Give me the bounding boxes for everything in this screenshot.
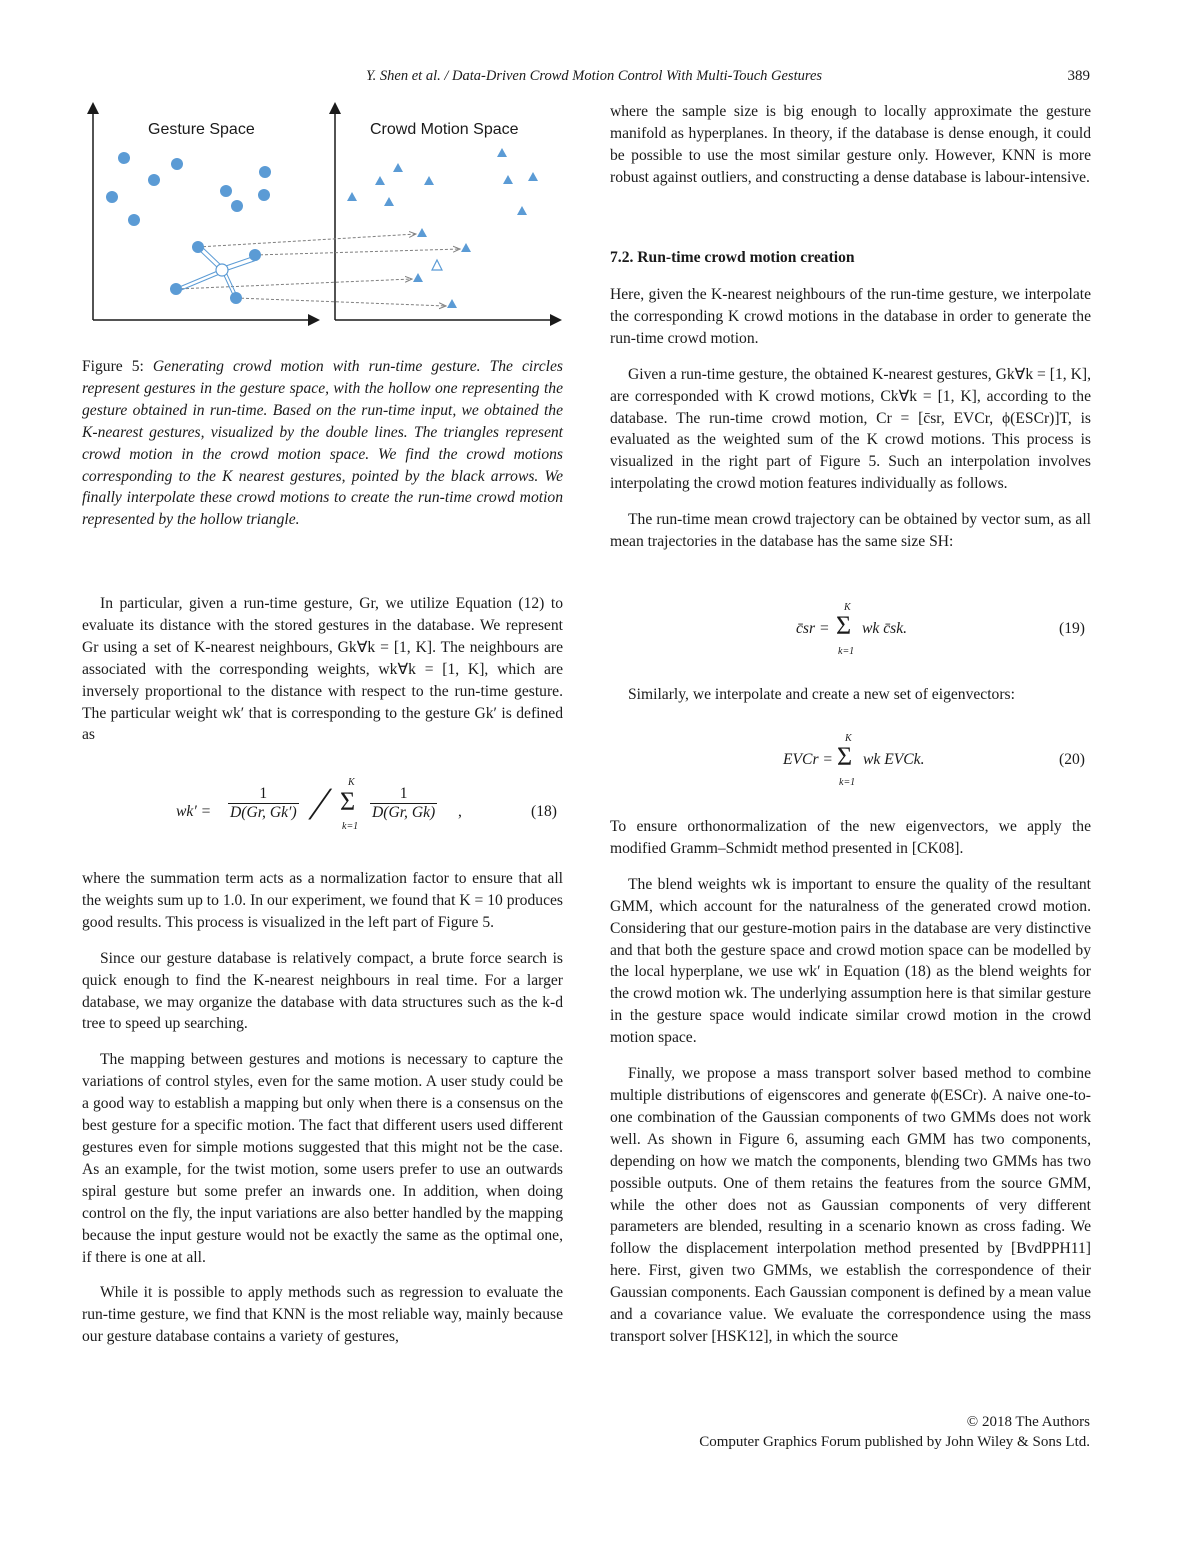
equation-20: [783, 731, 943, 791]
footer-copyright: © 2018 The Authors: [966, 1414, 1090, 1430]
eq18-sum-bottom: k=1: [342, 821, 359, 832]
eq19-sigma: Σ: [836, 611, 852, 640]
eq18-fraction-1: [228, 785, 299, 822]
eq18-fraction-2: [370, 785, 437, 822]
correspondence-arrow: [255, 249, 460, 255]
crowd-triangle: [347, 192, 357, 201]
eq18-lhs: wk′ =: [176, 803, 212, 820]
eq18-numerator: 1: [259, 785, 268, 802]
correspondence-arrow: [198, 234, 416, 247]
right-paragraph-1: Here, given the K-nearest neighbours of the run-time gesture, we interpolate the corresponding K crowd motions in the database in order to generate the run-time crowd motion.: [610, 286, 1091, 347]
eq19-lhs: c̄sr =: [796, 620, 830, 637]
right-paragraph-4: Similarly, we interpolate and create a new set of eigenvectors:: [628, 686, 1015, 703]
eq18-sum-top: K: [348, 777, 355, 788]
crowd-motion-points: [347, 148, 538, 308]
eq20-lhs: EVCr =: [783, 751, 833, 768]
correspondence-arrow: [176, 279, 412, 289]
equation-20-number: (20): [1059, 751, 1085, 768]
knn-gesture-point: [249, 249, 261, 261]
knn-gesture-point: [230, 292, 242, 304]
correspondence-arrow: [236, 298, 446, 306]
right-paragraph-0-block: [610, 101, 1091, 189]
right-paragraph-2: Given a run-time gesture, the obtained K-nearest gestures, Gk∀k = [1, K], are corresponded with K crowd motions, Ck∀k = [1, K], according to the database. The run-time crowd motion, Cr = [c̄sr, EVCr, ϕ(ESCr)]T, is evaluated as the weighted sum of the K crowd motions. This process is visualized in the right part of Figure 5. Such an interpolation involves interpolating the crowd motion features individually as follows.: [610, 365, 1091, 493]
right-paragraph-6: The blend weights wk is important to ensure the quality of the resultant GMM, which account for the naturalness of the generated crowd motion. Considering that our gesture-motion pairs in the database are very distinctive and that both the gesture space and crowd motion space can be modelled by the local hyperplane, we use wk′ in Equation (18) as the blend weights for the crowd motion wk. The underlying assumption here is that similar gesture in the gesture space would indicate similar crowd motion in the crowd motion space.: [610, 875, 1091, 1047]
eq18-slash: /: [304, 778, 337, 829]
right-paragraph-4-block: [610, 684, 1091, 706]
runtime-crowd-motion-triangle: [432, 260, 442, 270]
right-paragraph-7: Finally, we propose a mass transport solver based method to combine multiple distributions of eigenscores and generate ϕ(ESCr). A naive one-to-one combination of the Gaussian components of two GMMs does not work well. As shown in Figure 6, assuming each GMM has two components, depending on how we match the components, blending two GMMs has two possible outputs. One of them retains the features from the source GMM, while the other does not as Gaussian components of very different parameters are blended, resulting in a scenario known as cross fading. We follow the displacement interpolation method presented by [BvdPPH11] here. First, given two GMMs, we establish the correspondence of their Gaussian components. Each Gaussian component is defined by a mean value and a covariance value. We evaluate the correspondence using the mass transport solver [HSK12], in which the source: [610, 1065, 1091, 1345]
gesture-point: [259, 166, 271, 178]
crowd-triangle: [384, 197, 394, 206]
knn-gesture-point: [192, 241, 204, 253]
gesture-point: [128, 214, 140, 226]
eq20-sum-top: K: [845, 733, 852, 744]
crowd-triangle: [503, 175, 513, 184]
figure-5: [82, 100, 563, 328]
left-paragraph-1-block: [82, 593, 563, 746]
running-title: Y. Shen et al. / Data-Driven Crowd Motion Control With Multi-Touch Gestures: [365, 68, 823, 84]
gesture-point: [171, 158, 183, 170]
right-paragraphs-block-2: [610, 816, 1091, 1348]
crowd-triangle: [375, 176, 385, 185]
equation-19: [796, 600, 936, 660]
crowd-motion-space-title: Crowd Motion Space: [370, 121, 519, 138]
equation-18: [176, 777, 476, 839]
gesture-point: [118, 152, 130, 164]
eq18-sigma: Σ: [340, 787, 356, 816]
knn-gesture-point: [170, 283, 182, 295]
caption-label: Figure 5:: [82, 358, 144, 375]
eq20-sum-bottom: k=1: [839, 777, 856, 788]
gesture-point: [220, 185, 232, 197]
knn-gesture-points: [170, 241, 261, 304]
right-paragraph-3: The run-time mean crowd trajectory can be obtained by vector sum, as all mean trajectories in the database has the same size SH:: [610, 511, 1091, 551]
equation-19-number: (19): [1059, 620, 1085, 637]
eq18-denominator: D(Gr, Gk′): [230, 804, 297, 821]
gesture-points: [106, 152, 271, 226]
gesture-point: [148, 174, 160, 186]
runtime-gesture-circle: [216, 264, 228, 276]
eq18-numerator-2: 1: [399, 785, 408, 802]
right-paragraph-0: where the sample size is big enough to locally approximate the gesture manifold as hyperplanes. In theory, if the database is dense enough, it could be possible to use the most similar gesture only. However, KNN is more robust against outliers, and constructing a dense database is labour-intensive.: [610, 103, 1091, 186]
gesture-point: [106, 191, 118, 203]
gesture-point: [231, 200, 243, 212]
crowd-triangle: [528, 172, 538, 181]
eq20-sigma: Σ: [837, 742, 853, 771]
running-header: [0, 66, 1188, 88]
caption-text: Generating crowd motion with run-time gesture. The circles represent gestures in the gesture space, with the hollow one representing the gesture obtained in run-time. Based on the run-time input, we obtained the K-nearest gestures, visualized by the double lines. The triangles represent crowd motion in the crowd motion space. We find the crowd motions corresponding to the K nearest gestures, pointed by the black arrows. We finally interpolate these crowd motions to create the run-time crowd motion represented by the hollow triangle.: [82, 358, 563, 529]
page-number: 389: [1067, 68, 1090, 84]
left-paragraphs-block: [82, 868, 563, 1348]
eq18-comma: ,: [458, 803, 462, 820]
eq19-rhs: wk c̄sk.: [862, 620, 908, 637]
page-footer: [699, 1412, 1090, 1452]
crowd-triangle: [497, 148, 507, 157]
right-paragraphs-block-1: [610, 284, 1091, 553]
gesture-space-title: Gesture Space: [148, 121, 255, 138]
equation-18-number: (18): [531, 803, 557, 820]
crowd-triangle: [424, 176, 434, 185]
left-paragraph-5: While it is possible to apply methods such as regression to evaluate the run-time gesture, we find that KNN is the most reliable way, mainly because our gesture database contains a variety of gestures,: [82, 1284, 563, 1346]
footer-publisher: Computer Graphics Forum published by John Wiley & Sons Ltd.: [699, 1434, 1090, 1450]
left-paragraph-4: The mapping between gestures and motions is necessary to capture the variations of control styles, even for the same motion. A user study could be a good way to establish a mapping but only when there is a consensus on the best gesture for a specific motion. The fact that different users used different gestures even for simple motions suggested that this might not be the case. As an example, for the twist motion, some users prefer to use an outwards spiral gesture but some prefer an inwards one. In addition, when doing control on the fly, the input variations are also better handled by the mapping because the input gesture would not be exactly the same as the optimal one, if there is one at all.: [82, 1051, 563, 1266]
left-paragraph-1: In particular, given a run-time gesture, Gr, we utilize Equation (12) to evaluate its distance with the stored gestures in the database. We represent Gr using a set of K-nearest neighbours, Gk∀k = [1, K]. The neighbours are associated with the corresponding weights, wk∀k = [1, K], which are inversely proportional to the distance with respect to the run-time gesture. The particular weight wk′ that is corresponding to the gesture Gk′ is defined as: [82, 595, 563, 744]
eq20-rhs: wk EVCk.: [863, 751, 925, 768]
crowd-triangle: [413, 273, 423, 282]
figure-5-diagram: [82, 100, 563, 328]
crowd-triangle: [517, 206, 527, 215]
left-paragraph-2: where the summation term acts as a normalization factor to ensure that all the weights sum up to 1.0. In our experiment, we found that K = 10 produces good results. This process is visualized in the left part of Figure 5.: [82, 870, 563, 931]
eq19-sum-top: K: [844, 602, 851, 613]
gesture-point: [258, 189, 270, 201]
figure-5-caption: [82, 356, 563, 531]
left-paragraph-3: Since our gesture database is relatively compact, a brute force search is quick enough to find the K-nearest neighbours in real time. For a larger database, we may organize the database with data structures such as the k-d tree to speed up searching.: [82, 949, 563, 1033]
eq18-denominator-2: D(Gr, Gk): [372, 804, 436, 821]
crowd-triangle: [393, 163, 403, 172]
right-paragraph-5: To ensure orthonormalization of the new eigenvectors, we apply the modified Gramm–Schmidt method presented in [CK08].: [610, 818, 1091, 857]
eq19-sum-bottom: k=1: [838, 646, 855, 657]
crowd-triangle: [461, 243, 471, 252]
section-title: 7.2. Run-time crowd motion creation: [610, 249, 855, 266]
crowd-triangle: [447, 299, 457, 308]
crowd-triangle: [417, 228, 427, 237]
